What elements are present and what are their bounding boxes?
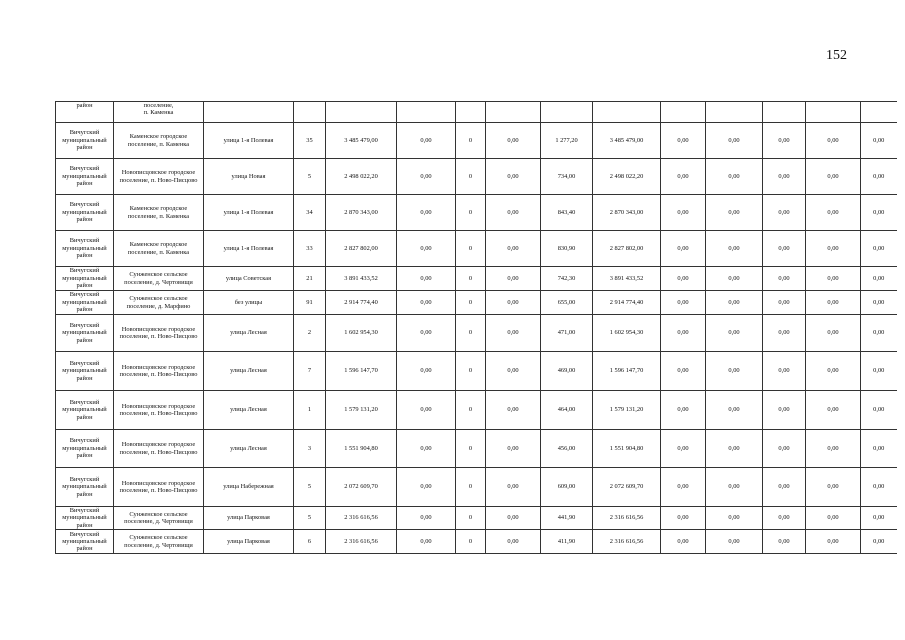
cell-value-cell: 0,00: [397, 468, 456, 507]
cell-value-cell: 0,00: [661, 430, 706, 468]
cell-value-cell: 0,00: [486, 391, 541, 430]
cost-cell: 2 827 802,00: [593, 231, 661, 267]
cell-value-cell: [397, 102, 456, 123]
cell-value-cell: 0,00: [763, 123, 806, 159]
cell-value-cell: 0,00: [806, 195, 861, 231]
settlement-cell: поселение, п. Каменка: [114, 102, 204, 123]
total-cost-cell: 1 602 954,30: [326, 315, 397, 352]
area-cell: 456,00: [541, 430, 593, 468]
cell-value-cell: 0,00: [763, 195, 806, 231]
cell-value-cell: 0,00: [661, 159, 706, 195]
cell-value-cell: 0: [456, 159, 486, 195]
cell-value-cell: 0: [456, 291, 486, 315]
table-row: [56, 468, 897, 507]
table-row: [56, 195, 897, 231]
cell-value-cell: 0,00: [861, 468, 897, 507]
house-number-cell: 5: [294, 507, 326, 530]
cell-value-cell: 0,00: [661, 231, 706, 267]
table-row: [56, 267, 897, 291]
cell-value-cell: 0,00: [861, 291, 897, 315]
cost-cell: 2 316 616,56: [593, 507, 661, 530]
street-cell: без улицы: [204, 291, 294, 315]
cell-value-cell: 0: [456, 530, 486, 554]
cell-value-cell: 0,00: [706, 291, 763, 315]
area-cell: 441,90: [541, 507, 593, 530]
area-cell: [541, 102, 593, 123]
cell-value-cell: 0,00: [661, 267, 706, 291]
cell-value-cell: 0,00: [486, 195, 541, 231]
cell-value-cell: 0,00: [806, 291, 861, 315]
cell-value-cell: 0,00: [486, 315, 541, 352]
cell-value-cell: 0: [456, 195, 486, 231]
cell-value-cell: 0,00: [397, 391, 456, 430]
cell-value-cell: 0,00: [397, 507, 456, 530]
cost-cell: 1 551 904,80: [593, 430, 661, 468]
cell-value-cell: 0,00: [661, 352, 706, 391]
cell-value-cell: 0,00: [806, 159, 861, 195]
cell-value-cell: 0,00: [861, 159, 897, 195]
street-cell: улица Парковая: [204, 530, 294, 554]
cell-value-cell: 0,00: [763, 267, 806, 291]
total-cost-cell: 2 498 022,20: [326, 159, 397, 195]
district-cell: Вичугский муниципальный район: [56, 507, 114, 530]
cell-value-cell: 0,00: [806, 123, 861, 159]
settlement-cell: Новописцовское городское поселение, п. Ново-Писцово: [114, 315, 204, 352]
table-row: [56, 430, 897, 468]
cell-value-cell: 0,00: [806, 352, 861, 391]
total-cost-cell: 3 485 479,00: [326, 123, 397, 159]
cell-value-cell: 0,00: [397, 195, 456, 231]
street-cell: улица Набережная: [204, 468, 294, 507]
cell-value-cell: 0,00: [763, 507, 806, 530]
cell-value-cell: 0: [456, 315, 486, 352]
house-number-cell: 6: [294, 530, 326, 554]
area-cell: 471,00: [541, 315, 593, 352]
cell-value-cell: 0,00: [486, 430, 541, 468]
cell-value-cell: 0,00: [763, 530, 806, 554]
cell-value-cell: 0,00: [661, 391, 706, 430]
cell-value-cell: 0,00: [486, 507, 541, 530]
cell-value-cell: 0,00: [861, 352, 897, 391]
street-cell: улица Лесная: [204, 315, 294, 352]
cell-value-cell: 0: [456, 430, 486, 468]
cell-value-cell: 0,00: [763, 352, 806, 391]
cost-cell: 1 579 131,20: [593, 391, 661, 430]
cost-cell: 1 602 954,30: [593, 315, 661, 352]
cell-value-cell: 0,00: [706, 123, 763, 159]
street-cell: улица Парковая: [204, 507, 294, 530]
house-number-cell: 33: [294, 231, 326, 267]
table-row: [56, 159, 897, 195]
cell-value-cell: 0,00: [806, 231, 861, 267]
street-cell: улица Лесная: [204, 430, 294, 468]
cell-value-cell: 0,00: [806, 391, 861, 430]
cell-value-cell: 0,00: [706, 530, 763, 554]
settlement-cell: Каменское городское поселение, п. Каменка: [114, 123, 204, 159]
district-cell: Вичугский муниципальный район: [56, 123, 114, 159]
cell-value-cell: 0,00: [706, 195, 763, 231]
cost-cell: 2 870 343,00: [593, 195, 661, 231]
district-cell: Вичугский муниципальный район: [56, 291, 114, 315]
street-cell: улица 1-я Полевая: [204, 195, 294, 231]
cell-value-cell: 0,00: [661, 291, 706, 315]
total-cost-cell: 2 072 609,70: [326, 468, 397, 507]
cell-value-cell: 0,00: [806, 267, 861, 291]
district-cell: Вичугский муниципальный район: [56, 530, 114, 554]
cell-value-cell: 0,00: [397, 123, 456, 159]
total-cost-cell: 1 551 904,80: [326, 430, 397, 468]
cell-value-cell: 0,00: [861, 391, 897, 430]
cell-value-cell: 0,00: [861, 231, 897, 267]
area-cell: 411,90: [541, 530, 593, 554]
total-cost-cell: 2 914 774,40: [326, 291, 397, 315]
street-cell: улица Новая: [204, 159, 294, 195]
cell-value-cell: 0,00: [486, 123, 541, 159]
total-cost-cell: 2 827 802,00: [326, 231, 397, 267]
cell-value-cell: 0,00: [661, 195, 706, 231]
table-row: [56, 315, 897, 352]
cell-value-cell: 0: [456, 267, 486, 291]
house-number-cell: 21: [294, 267, 326, 291]
cell-value-cell: 0: [456, 123, 486, 159]
cell-value-cell: 0,00: [861, 315, 897, 352]
total-cost-cell: [326, 102, 397, 123]
cell-value-cell: 0,00: [763, 291, 806, 315]
table-row: [56, 507, 897, 530]
cell-value-cell: 0,00: [661, 315, 706, 352]
street-cell: улица 1-я Полевая: [204, 123, 294, 159]
cell-value-cell: 0,00: [397, 231, 456, 267]
cell-value-cell: 0,00: [661, 123, 706, 159]
settlement-cell: Новописцовское городское поселение, п. Ново-Писцово: [114, 391, 204, 430]
area-cell: 830,90: [541, 231, 593, 267]
street-cell: улица 1-я Полевая: [204, 231, 294, 267]
district-cell: Вичугский муниципальный район: [56, 315, 114, 352]
house-number-cell: 35: [294, 123, 326, 159]
cell-value-cell: [486, 102, 541, 123]
cell-value-cell: 0,00: [806, 530, 861, 554]
cell-value-cell: 0: [456, 231, 486, 267]
cell-value-cell: [763, 102, 806, 123]
cell-value-cell: 0,00: [706, 231, 763, 267]
cell-value-cell: 0,00: [397, 430, 456, 468]
area-cell: 655,00: [541, 291, 593, 315]
cell-value-cell: 0,00: [486, 291, 541, 315]
table-row: [56, 123, 897, 159]
street-cell: улица Лесная: [204, 391, 294, 430]
cell-value-cell: [806, 102, 861, 123]
cell-value-cell: 0,00: [397, 315, 456, 352]
cell-value-cell: 0,00: [661, 507, 706, 530]
cell-value-cell: 0,00: [397, 159, 456, 195]
settlement-cell: Каменское городское поселение, п. Каменка: [114, 231, 204, 267]
house-number-cell: 91: [294, 291, 326, 315]
total-cost-cell: 2 316 616,56: [326, 530, 397, 554]
cell-value-cell: 0,00: [706, 430, 763, 468]
page-number: 152: [826, 48, 847, 63]
district-cell: Вичугский муниципальный район: [56, 468, 114, 507]
cell-value-cell: 0,00: [806, 315, 861, 352]
district-cell: Вичугский муниципальный район: [56, 391, 114, 430]
cost-cell: 2 316 616,56: [593, 530, 661, 554]
area-cell: 1 277,20: [541, 123, 593, 159]
street-cell: улица Советская: [204, 267, 294, 291]
cost-cell: 1 596 147,70: [593, 352, 661, 391]
house-number-cell: 5: [294, 159, 326, 195]
cell-value-cell: [456, 102, 486, 123]
cell-value-cell: 0,00: [806, 468, 861, 507]
cell-value-cell: 0,00: [706, 159, 763, 195]
area-cell: 742,30: [541, 267, 593, 291]
settlement-cell: Новописцовское городское поселение, п. Ново-Писцово: [114, 352, 204, 391]
cell-value-cell: 0,00: [486, 267, 541, 291]
cell-value-cell: 0,00: [763, 430, 806, 468]
cell-value-cell: 0,00: [861, 267, 897, 291]
settlement-cell: Новописцовское городское поселение, п. Ново-Писцово: [114, 430, 204, 468]
table-row: [56, 102, 897, 123]
house-number-cell: 2: [294, 315, 326, 352]
cell-value-cell: 0,00: [486, 159, 541, 195]
house-number-cell: 5: [294, 468, 326, 507]
settlement-cell: Новописцовское городское поселение, п. Ново-Писцово: [114, 468, 204, 507]
house-number-cell: 3: [294, 430, 326, 468]
area-cell: 469,00: [541, 352, 593, 391]
cell-value-cell: 0,00: [397, 352, 456, 391]
total-cost-cell: 1 579 131,20: [326, 391, 397, 430]
area-cell: 843,40: [541, 195, 593, 231]
cost-cell: 2 914 774,40: [593, 291, 661, 315]
area-cell: 609,00: [541, 468, 593, 507]
data-table: [55, 101, 897, 554]
district-cell: Вичугский муниципальный район: [56, 267, 114, 291]
cell-value-cell: 0,00: [397, 291, 456, 315]
cell-value-cell: 0,00: [763, 231, 806, 267]
cell-value-cell: 0,00: [661, 468, 706, 507]
table-row: [56, 530, 897, 554]
cell-value-cell: 0,00: [706, 468, 763, 507]
total-cost-cell: 3 891 433,52: [326, 267, 397, 291]
cell-value-cell: [661, 102, 706, 123]
settlement-cell: Сунженское сельское поселение, д. Марфино: [114, 291, 204, 315]
cost-cell: [593, 102, 661, 123]
house-number-cell: 34: [294, 195, 326, 231]
cell-value-cell: 0,00: [486, 231, 541, 267]
cell-value-cell: [861, 102, 897, 123]
cell-value-cell: 0,00: [706, 267, 763, 291]
district-cell: Вичугский муниципальный район: [56, 352, 114, 391]
settlement-cell: Сунженское сельское поселение, д. Чертовищи: [114, 530, 204, 554]
settlement-cell: Новописцовское городское поселение, п. Ново-Писцово: [114, 159, 204, 195]
house-number-cell: 1: [294, 391, 326, 430]
cost-cell: 3 485 479,00: [593, 123, 661, 159]
table-row: [56, 352, 897, 391]
cell-value-cell: 0,00: [861, 195, 897, 231]
cell-value-cell: 0,00: [763, 391, 806, 430]
district-cell: Вичугский муниципальный район: [56, 159, 114, 195]
cell-value-cell: 0,00: [763, 468, 806, 507]
table-row: [56, 231, 897, 267]
street-cell: улица Лесная: [204, 352, 294, 391]
cell-value-cell: 0,00: [806, 507, 861, 530]
cell-value-cell: 0: [456, 507, 486, 530]
table-row: [56, 391, 897, 430]
cell-value-cell: [706, 102, 763, 123]
cell-value-cell: 0: [456, 352, 486, 391]
district-cell: Вичугский муниципальный район: [56, 430, 114, 468]
cell-value-cell: 0,00: [861, 530, 897, 554]
cell-value-cell: 0,00: [486, 530, 541, 554]
cost-cell: 2 498 022,20: [593, 159, 661, 195]
area-cell: 734,00: [541, 159, 593, 195]
cell-value-cell: 0: [456, 391, 486, 430]
settlement-cell: Каменское городское поселение, п. Каменка: [114, 195, 204, 231]
house-number-cell: 7: [294, 352, 326, 391]
cell-value-cell: 0,00: [763, 315, 806, 352]
area-cell: 464,00: [541, 391, 593, 430]
cell-value-cell: 0,00: [806, 430, 861, 468]
cell-value-cell: 0,00: [706, 352, 763, 391]
total-cost-cell: 2 316 616,56: [326, 507, 397, 530]
settlement-cell: Сунженское сельское поселение, д. Чертовищи: [114, 267, 204, 291]
cost-cell: 2 072 609,70: [593, 468, 661, 507]
cell-value-cell: 0: [456, 468, 486, 507]
cell-value-cell: 0,00: [397, 530, 456, 554]
district-cell: Вичугский муниципальный район: [56, 195, 114, 231]
cell-value-cell: 0,00: [486, 468, 541, 507]
street-cell: [204, 102, 294, 123]
total-cost-cell: 1 596 147,70: [326, 352, 397, 391]
district-cell: район: [56, 102, 114, 123]
cell-value-cell: 0,00: [706, 507, 763, 530]
cell-value-cell: 0,00: [706, 391, 763, 430]
district-cell: Вичугский муниципальный район: [56, 231, 114, 267]
cell-value-cell: 0,00: [861, 507, 897, 530]
cell-value-cell: 0,00: [397, 267, 456, 291]
cell-value-cell: 0,00: [706, 315, 763, 352]
total-cost-cell: 2 870 343,00: [326, 195, 397, 231]
settlement-cell: Сунженское сельское поселение, д. Чертовищи: [114, 507, 204, 530]
house-number-cell: [294, 102, 326, 123]
cell-value-cell: 0,00: [661, 530, 706, 554]
cell-value-cell: 0,00: [861, 430, 897, 468]
cell-value-cell: 0,00: [861, 123, 897, 159]
cell-value-cell: 0,00: [486, 352, 541, 391]
cost-cell: 3 891 433,52: [593, 267, 661, 291]
cell-value-cell: 0,00: [763, 159, 806, 195]
table-row: [56, 291, 897, 315]
